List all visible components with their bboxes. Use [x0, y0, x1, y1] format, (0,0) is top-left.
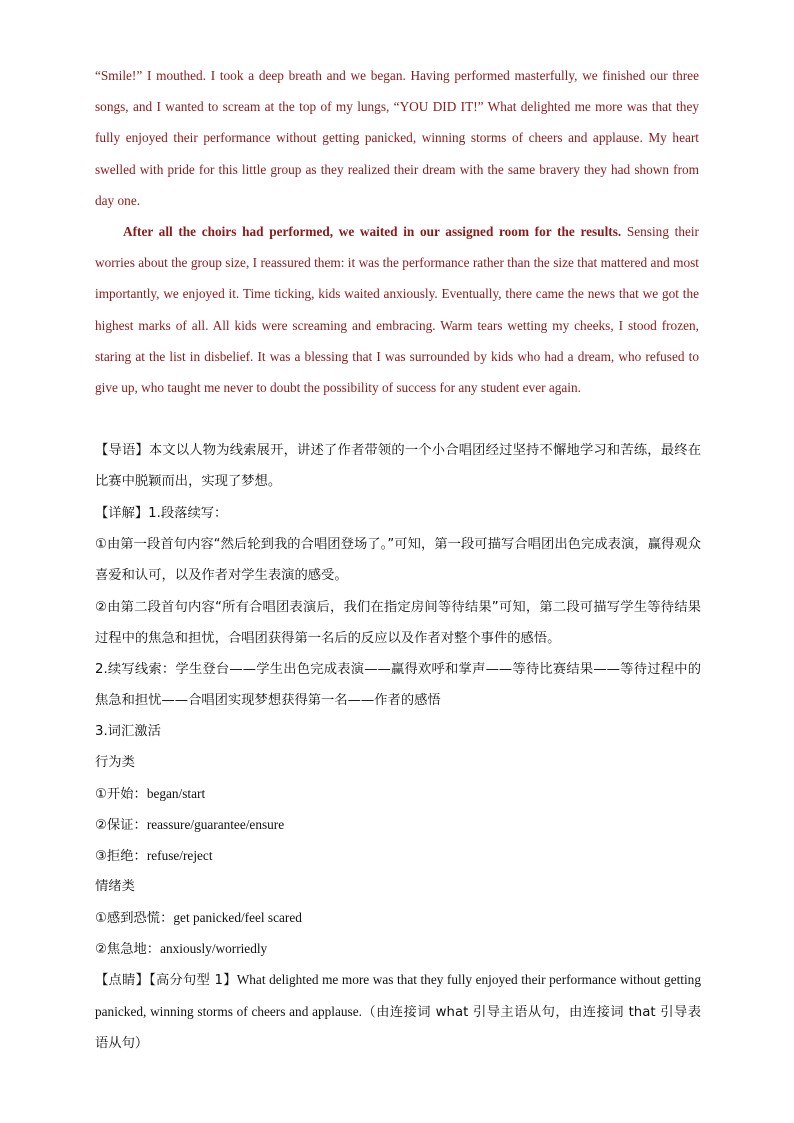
guide-paragraph: 【导语】本文以人物为线索展开，讲述了作者带领的一个小合唱团经过坚持不懈地学习和苦练，最终在比赛中脱颖而出，实现了梦想。	[95, 443, 701, 490]
highlight-paragraph	[95, 964, 701, 1060]
emotion-item-2	[95, 933, 701, 965]
action-item-1-words: began/start	[146, 786, 206, 801]
emotion-item-2-words: anxiously/worriedly	[160, 941, 268, 956]
story-paragraph-1: “Smile!” I mouthed. I took a deep breath and we began. Having performed masterfully, we finished our three songs, and I wanted to scream at the top of my lungs, “YOU DID IT!” What delighted me more was that they fully enjoyed their performance without getting panicked, winning storms of cheers and applause. My heart swelled with pride for this little group as they realized their dream with the same bravery they had shown from day one.	[95, 68, 699, 208]
emotion-item-1-label: ①感到恐慌：	[95, 911, 174, 926]
vocab-heading: 3.词汇激活	[95, 724, 161, 739]
action-item-2-label: ②保证：	[95, 818, 147, 833]
highlight-sentence: What delighted me more was that they fully enjoyed their performance without getting panicked, winning storms of cheers and applause.	[95, 972, 701, 1020]
emotion-heading: 情绪类	[95, 879, 135, 894]
detail-heading: 【详解】1.段落续写：	[95, 506, 228, 521]
action-item-3	[95, 840, 701, 872]
emotion-item-1	[95, 902, 701, 934]
action-item-1-label: ①开始：	[95, 787, 147, 802]
emotion-item-2-label: ②焦急地：	[95, 942, 161, 957]
action-item-2	[95, 809, 701, 841]
action-item-1	[95, 778, 701, 810]
action-item-2-words: reassure/guarantee/ensure	[146, 817, 285, 832]
story-paragraph-2-lead: After all the choirs had performed, we waited in our assigned room for the results.	[123, 224, 622, 239]
highlight-note: （由连接词 what 引导主语从句，由连接词 that 引导表语从句）	[95, 1005, 701, 1052]
action-heading: 行为类	[95, 755, 135, 770]
detail-item-2: ②由第二段首句内容“所有合唱团表演后，我们在指定房间等待结果”可知，第二段可描写学生等待结果过程中的焦急和担忧，合唱团获得第一名后的反应以及作者对整个事件的感悟。	[95, 600, 701, 647]
highlight-label: 【点睛】【高分句型 1】	[95, 973, 237, 988]
action-item-3-label: ③拒绝：	[95, 849, 147, 864]
story-paragraph-2-body: Sensing their worries about the group size, I reassured them: it was the performance rather than the size that mattered and most importantly, we enjoyed it. Time ticking, kids waited anxiously. Eventually, there came the news that we got the highest marks of all. All kids were screaming and embracing. Warm tears wetting my cheeks, I stood frozen, staring at the list in disbelief. It was a blessing that I was surrounded by kids who had a dream, who refused to give up, who taught me never to doubt the possibility of success for any student ever again.	[95, 224, 699, 396]
action-item-3-words: refuse/reject	[146, 848, 213, 863]
emotion-item-1-words: get panicked/feel scared	[173, 910, 302, 925]
clue-paragraph: 2.续写线索：学生登台——学生出色完成表演——赢得欢呼和掌声——等待比赛结果——等待过程中的焦急和担忧——合唱团实现梦想获得第一名——作者的感悟	[95, 662, 701, 709]
detail-item-1: ①由第一段首句内容“然后轮到我的合唱团登场了。”可知，第一段可描写合唱团出色完成表演，赢得观众喜爱和认可，以及作者对学生表演的感受。	[95, 537, 701, 584]
story-paragraph-2	[95, 216, 699, 403]
